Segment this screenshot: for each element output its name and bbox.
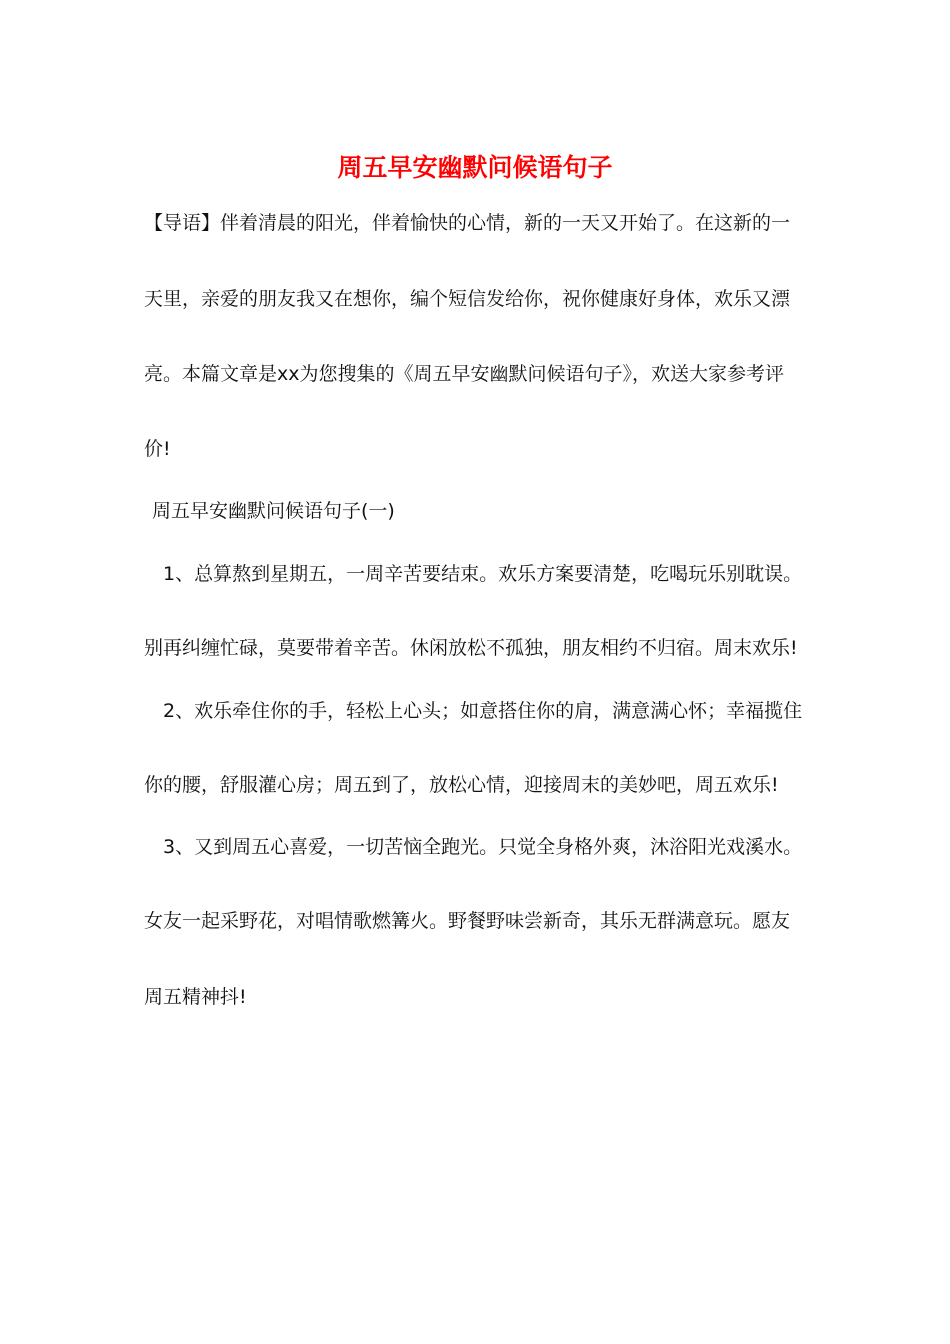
item-1-line-2: 别再纠缠忙碌，莫要带着辛苦。休闲放松不孤独，朋友相约不归宿。周末欢乐! [144,637,798,659]
item-3-line-3: 周五精神抖! [144,986,247,1008]
intro-line-3: 亮。本篇文章是xx为您搜集的《周五早安幽默问候语句子》，欢送大家参考评 [144,363,784,385]
intro-line-1: 【导语】伴着清晨的阳光，伴着愉快的心情，新的一天又开始了。在这新的一 [144,212,791,234]
section-heading: 周五早安幽默问候语句子(一) [152,500,395,522]
intro-line-4: 价! [144,438,171,460]
document-title: 周五早安幽默问候语句子 [337,153,613,182]
intro-line-2: 天里，亲爱的朋友我又在想你，编个短信发给你，祝你健康好身体，欢乐又漂 [144,288,791,310]
item-3-line-1: 3、又到周五心喜爱，一切苦恼全跑光。只觉全身格外爽，沐浴阳光戏溪水。 [163,836,803,858]
item-3-line-2: 女友一起采野花，对唱情歌燃篝火。野餐野味尝新奇，其乐无群满意玩。愿友 [144,910,791,932]
item-2-line-2: 你的腰，舒服灌心房；周五到了，放松心情，迎接周末的美妙吧，周五欢乐! [144,774,779,796]
item-1-line-1: 1、总算熬到星期五，一周辛苦要结束。欢乐方案要清楚，吃喝玩乐别耽误。 [163,563,803,585]
item-2-line-1: 2、欢乐牵住你的手，轻松上心头；如意搭住你的肩，满意满心怀；幸福揽住 [163,700,803,722]
